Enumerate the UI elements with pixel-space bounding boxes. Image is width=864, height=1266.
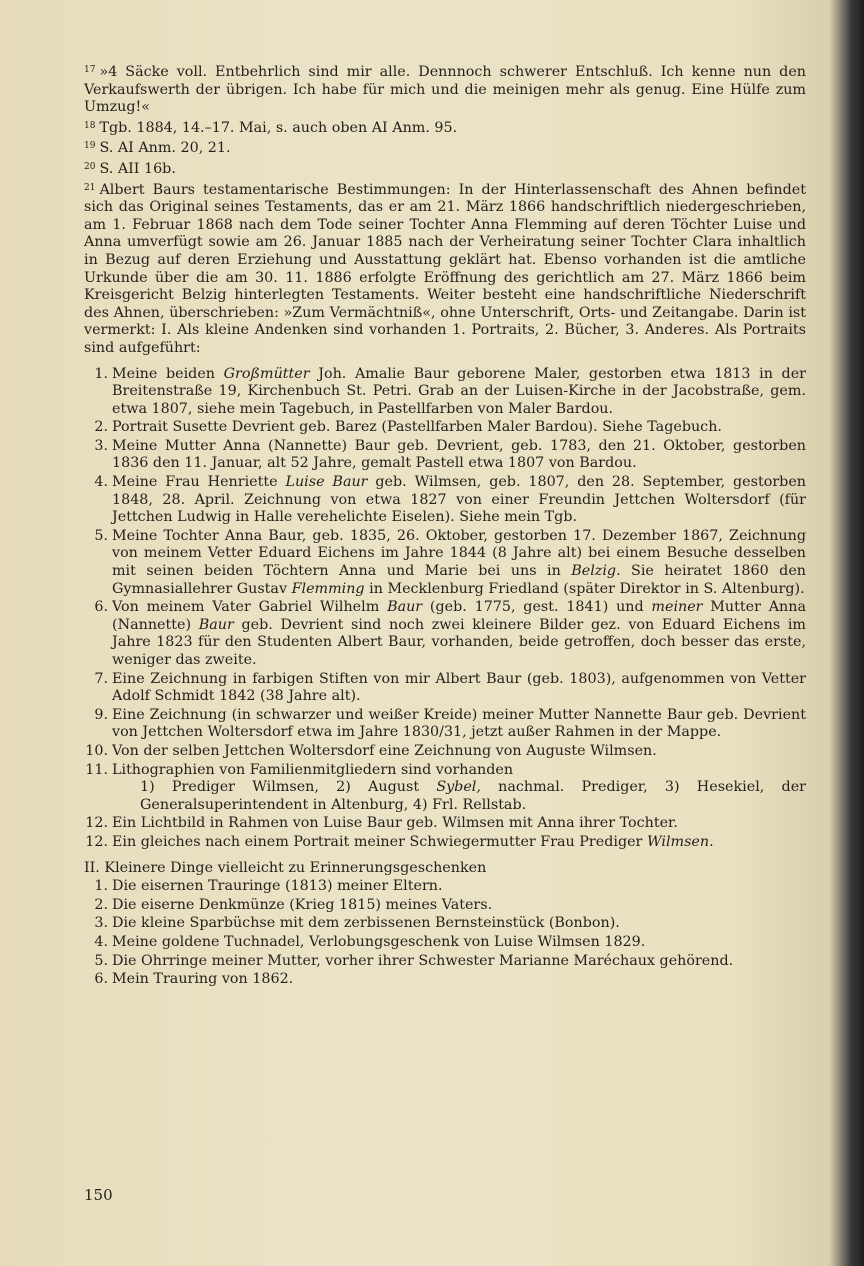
keepsake-list	[84, 878, 806, 989]
list-item	[84, 419, 806, 437]
footnote-number: 21	[84, 182, 96, 193]
item-text: Meine goldene Tuchnadel, Verlobungsgeschenk von Luise Wilmsen 1829.	[112, 933, 646, 950]
list-item	[84, 707, 806, 742]
italic-text: meiner	[651, 599, 703, 616]
footnote	[84, 118, 806, 138]
footnote-text: Tgb. 1884, 14.–17. Mai, s. auch oben AI Anm. 95.	[99, 119, 458, 136]
italic-text: Baur	[198, 616, 234, 633]
item-number: 11.	[85, 761, 108, 778]
list-item	[84, 834, 806, 852]
item-text: Von meinem Vater Gabriel Wilhelm Baur (geb. 1775, gest. 1841) und meiner Mutter Anna (Nannette) Baur geb. Devrient sind noch zwei kleinere Bilder gez. von Eduard Eichens im Jahre 1823 für den Studenten Albert Baur, vorhanden, beide getroffen, doch besser das erste, weniger das zweite.	[112, 599, 806, 668]
item-text: Lithographien von Familienmitgliedern sind vorhanden	[112, 761, 514, 778]
item-number: 1.	[94, 365, 108, 382]
footnote-number: 18	[84, 120, 96, 131]
item-number: 9.	[94, 706, 108, 723]
item-number: 10.	[85, 742, 108, 759]
footnote-text: S. AII 16b.	[99, 160, 176, 177]
list-item	[84, 671, 806, 706]
list-item	[84, 743, 806, 761]
item-text: Die kleine Sparbüchse mit dem zerbissenen Bernsteinstück (Bonbon).	[112, 915, 620, 932]
section-2-title: II. Kleinere Dinge vielleicht zu Erinnerungsgeschenken	[84, 859, 487, 876]
item-text: Meine beiden Großmütter Joh. Amalie Baur geborene Maler, gestorben etwa 1813 in der Breitenstraße 19, Kirchenbuch St. Petri. Grab an der Luisen-Kirche in der Jacobstraße, gem. etwa 1807, siehe mein Tagebuch, in Pastellfarben von Maler Bardou.	[112, 365, 807, 417]
item-text: Die eiserne Denkmünze (Krieg 1815) meines Vaters.	[112, 896, 493, 913]
italic-text: Großmütter	[223, 365, 310, 382]
list-item	[84, 971, 806, 989]
italic-text: Belzig	[571, 563, 617, 580]
item-text: Die Ohrringe meiner Mutter, vorher ihrer Schwester Marianne Maréchaux gehörend.	[112, 952, 734, 969]
item-text: Portrait Susette Devrient geb. Barez (Pastellfarben Maler Bardou). Siehe Tagebuch.	[112, 419, 722, 436]
item-text: Meine Tochter Anna Baur, geb. 1835, 26. Oktober, gestorben 17. Dezember 1867, Zeichnung von meinem Vetter Eduard Eichens im Jahre 1844 (8 Jahre alt) bei einem Besuche desselben mit seinen beiden Töchtern Anna und Marie bei uns in Belzig. Sie heiratet 1860 den Gymnasiallehrer Gustav Flemming in Mecklenburg Friedland (später Direktor in S. Altenburg).	[112, 527, 806, 597]
item-text: Eine Zeichnung (in schwarzer und weißer Kreide) meiner Mutter Nannette Baur geb. Devrient von Jettchen Woltersdorf etwa im Jahre 1830/31, jetzt außer Rahmen in der Mappe.	[112, 706, 806, 741]
item-text: Ein Lichtbild in Rahmen von Luise Baur geb. Wilmsen mit Anna ihrer Tochter.	[112, 815, 678, 832]
list-item	[84, 897, 806, 915]
item-number: 3.	[94, 437, 108, 454]
italic-text: Sybel,	[436, 779, 481, 796]
footnotes	[84, 62, 806, 358]
footnote-number: 19	[84, 141, 96, 152]
list-item	[84, 366, 806, 419]
item-number: 5.	[94, 527, 108, 544]
list-item	[84, 953, 806, 971]
item-number: 12.	[85, 815, 108, 832]
item-subtext: 1) Prediger Wilmsen, 2) August Sybel, nachmal. Prediger, 3) Hesekiel, der Generalsuperintendent in Altenburg, 4) Frl. Rellstab.	[140, 779, 806, 813]
item-text: Mein Trauring von 1862.	[112, 971, 294, 988]
footnote-number: 20	[84, 161, 96, 172]
item-text: Von der selben Jettchen Woltersdorf eine Zeichnung von Auguste Wilmsen.	[112, 742, 657, 759]
italic-text: Baur	[387, 599, 423, 616]
page-number: 150	[84, 1186, 113, 1204]
item-number: 12.	[85, 833, 108, 850]
page-text	[84, 62, 806, 990]
footnote-number: 17	[84, 65, 96, 75]
italic-text: Flemming	[291, 580, 365, 597]
item-number: 6.	[94, 971, 108, 988]
list-item	[84, 815, 806, 833]
italic-text: Wilmsen	[646, 833, 710, 850]
list-item	[84, 762, 806, 815]
item-number: 2.	[94, 896, 108, 913]
list-item	[84, 528, 806, 598]
item-number: 1.	[94, 878, 108, 895]
list-item	[84, 474, 806, 527]
item-text: Meine Frau Henriette Luise Baur geb. Wilmsen, geb. 1807, den 28. September, gestorben 1848, 28. April. Zeichnung von etwa 1827 von einer Freundin Jettchen Woltersdorf (für Jettchen Ludwig in Halle verehelichte Eiselen). Siehe mein Tgb.	[112, 474, 806, 526]
footnote-text: Albert Baurs testamentarische Bestimmungen: In der Hinterlassenschaft des Ahnen befindet sich das Original seines Testaments, das er am 21. März 1866 handschriftlich niedergeschrieben, am 1. Februar 1868 nach dem Tode seiner Tochter Anna Flemming auf deren Töchter Luise und Anna umverfügt sowie am 26. Januar 1885 nach der Verheiratung seiner Tochter Clara inhaltlich in Bezug auf deren Erziehung und Ausstattung geklärt hat. Ebenso vorhanden ist die amtliche Urkunde über die am 30. 11. 1886 erfolgte Eröffnung des gerichtlich am 27. März 1866 beim Kreisgericht Belzig hinterlegten Testaments. Weiter besteht eine handschriftliche Niederschrift des Ahnen, überschrieben: »Zum Vermächtniß«, ohne Unterschrift, Orts- und Zeitangabe. Darin ist vermerkt: I. Als kleine Andenken sind vorhanden 1. Portraits, 2. Bücher, 3. Anderes. Als Portraits sind aufgeführt:	[84, 181, 806, 356]
footnote-text: S. AI Anm. 20, 21.	[99, 140, 231, 157]
list-item	[84, 915, 806, 933]
item-text: Die eisernen Trauringe (1813) meiner Eltern.	[112, 878, 443, 895]
list-item	[84, 438, 806, 473]
list-item	[84, 878, 806, 896]
footnote	[84, 159, 806, 179]
footnote	[84, 138, 806, 158]
footnote	[84, 180, 806, 358]
item-text: Ein gleiches nach einem Portrait meiner Schwiegermutter Frau Prediger Wilmsen.	[112, 833, 714, 850]
footnote	[84, 62, 806, 117]
item-number: 5.	[94, 952, 108, 969]
list-item	[84, 934, 806, 952]
list-item	[84, 599, 806, 669]
item-number: 4.	[94, 933, 108, 950]
item-number: 7.	[94, 670, 108, 687]
item-number: 3.	[94, 915, 108, 932]
item-number: 2.	[94, 419, 108, 436]
item-text: Eine Zeichnung in farbigen Stiften von mir Albert Baur (geb. 1803), aufgenommen von Vetter Adolf Schmidt 1842 (38 Jahre alt).	[112, 670, 806, 705]
item-text: Meine Mutter Anna (Nannette) Baur geb. Devrient, geb. 1783, den 21. Oktober, gestorben 1836 den 11. Januar, alt 52 Jahre, gemalt Pastell etwa 1807 von Bardou.	[112, 437, 806, 472]
item-number: 6.	[94, 599, 108, 616]
portrait-list	[84, 366, 806, 852]
footnote-text: »4 Säcke voll. Entbehrlich sind mir alle. Dennnoch schwerer Entschluß. Ich kenne nun den Verkaufswerth der übrigen. Ich habe für mich und die meinigen mehr als genug. Eine Hülfe zum Umzug!«	[84, 64, 806, 116]
italic-text: Luise Baur	[285, 474, 368, 491]
item-number: 4.	[94, 474, 108, 491]
